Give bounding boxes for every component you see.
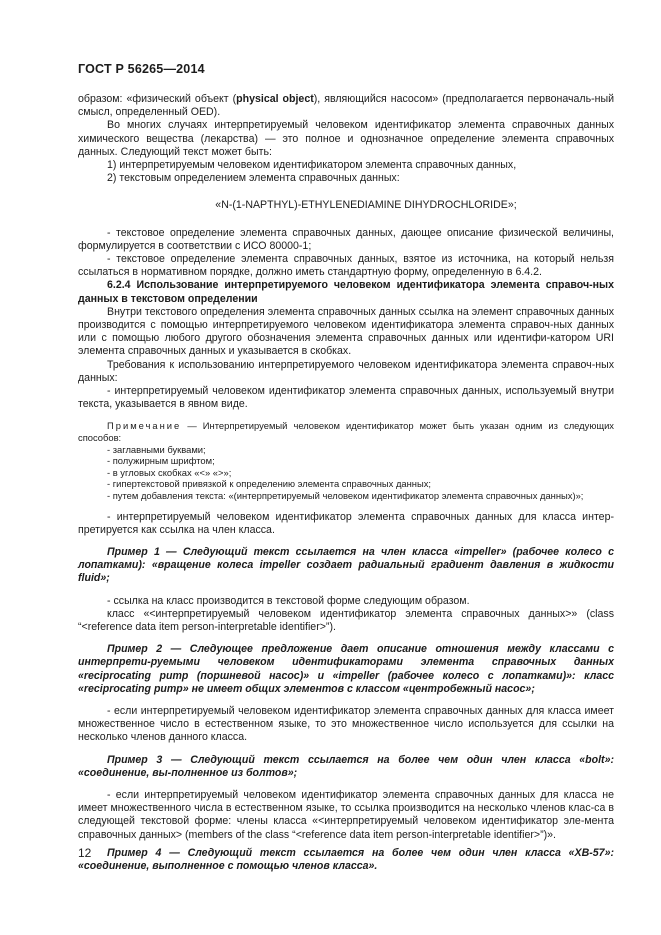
dash-item: - текстовое определение элемента справочных данных, дающее описание физической величины, формулируется в соответствии с ИСО 80000-1;: [78, 226, 614, 252]
chemical-name: «N-(1-NAPTHYL)-ETHYLENEDIAMINE DIHYDROCHLORIDE»;: [215, 199, 517, 212]
spacer: [78, 411, 614, 420]
spacer: [78, 696, 614, 705]
dash-item: - если интерпретируемый человеком идентификатор элемента справочных данных для класса не имеет множественного числа в естественном языке, то ссылка производится на несколько членов клас-са в следующей текстовой форме: члены класса «<интерпретируемый человеком идентификатор эле-мента справочных данных> (members of the class “<reference data item person-interpretable identifier>”)».: [78, 789, 614, 841]
note-item: - в угловых скобках «<» «>»;: [107, 466, 232, 478]
paragraph-continuation: [78, 93, 614, 119]
spacer: [78, 537, 614, 546]
dash-item: - если интерпретируемый человеком идентификатор элемента справочных данных для класса имеет множественное число в естественном языке, то это множественное число используется для ссылки на несколько членов данного класса.: [78, 705, 614, 744]
bold-term: physical object: [236, 93, 314, 105]
spacer: [78, 502, 614, 511]
example-4: Пример 4 — Следующий текст ссылается на более чем один член класса «XB-57»: «соединение, выполненное с помощью членов класса».: [78, 846, 614, 873]
text-fragment: образом: «физический объект (: [78, 93, 237, 105]
text-fragment: ), являющийся насосом» (предполагается первоначаль-ный смысл, определенный OED).: [78, 93, 614, 119]
paragraph: Во многих случаях интерпретируемый человеком идентификатор элемента справочных данных химического вещества (лекарства) — это полное и однозначное определение элемента справочных данных. Следующий текст может быть:: [78, 119, 614, 158]
spacer: [78, 745, 614, 754]
spacer: [78, 780, 614, 789]
dash-item: - ссылка на класс производится в текстовой форме следующим образом.: [107, 594, 470, 607]
example-2: Пример 2 — Следующее предложение дает описание отношения между классами с интерпрети-руемыми человеком идентификаторами элемента справочных данных «reciprocating pump (поршневой насос)» и «impeller (рабочее колесо с лопатками)»: класс «reciprocating pump» не имеет общих элементов с классом «центробежный насос»;: [78, 643, 614, 695]
paragraph: класс «<интерпретируемый человеком идентификатор элемента справочных данных>» (class “<reference data item person-interpretable identifier>”).: [78, 607, 614, 634]
note-item: - заглавными буквами;: [107, 443, 206, 455]
note-item: - гипертекстовой привязкой к определению элемента справочных данных;: [107, 478, 432, 490]
dash-item: - текстовое определение элемента справочных данных, взятое из источника, на который нельзя ссылаться в нормативном порядке, должно иметь стандартную форму, определенную в 6.4.2.: [78, 253, 614, 279]
dash-item: - интерпретируемый человеком идентификатор элемента справочных данных, используемый внутри текста, указывается в явном виде.: [78, 385, 614, 411]
spacer: [78, 586, 614, 595]
note-intro: [78, 420, 614, 443]
paragraph: Требования к использованию интерпретируемого человеком идентификатора элемента справоч-ных данных:: [78, 358, 614, 384]
note-item: - полужирным шрифтом;: [107, 455, 215, 467]
note-label: Примечание: [107, 420, 182, 432]
paragraph: Внутри текстового определения элемента справочных данных ссылка на элемент справочных данных производится с помощью интерпретируемого человеком идентификатора элемента справоч-ных данных или с помощью любого другого обозначения элемента справочных данных или идентифи-катором URI элемента справочных данных и указывается в скобках.: [78, 305, 614, 358]
note-block: [78, 420, 614, 501]
example-3: Пример 3 — Следующий текст ссылается на более чем один член класса «bolt»: «соединение, вы-полненное из болтов»;: [78, 753, 614, 779]
numbered-item: 1) интерпретируемым человеком идентификатором элемента справочных данных,: [107, 159, 517, 172]
numbered-item: 2) текстовым определением элемента справочных данных:: [107, 172, 400, 185]
section-heading: 6.2.4 Использование интерпретируемого человеком идентификатора элемента справоч-ных данных в текстовом определении: [78, 279, 614, 305]
page-body: [78, 93, 614, 873]
page-number: 12: [78, 846, 92, 860]
document-header: ГОСТ Р 56265—2014: [78, 62, 205, 76]
note-item: - путем добавления текста: «(интерпретируемый человеком идентификатор элемента справочных данных)»;: [107, 490, 584, 502]
spacer: [78, 634, 614, 643]
note-text: — Интерпретируемый человеком идентификатор может быть указан одним из следующих способов:: [78, 420, 614, 444]
example-1: Пример 1 — Следующий текст ссылается на член класса «impeller» (рабочее колесо с лопатками): «вращение колеса impeller создает радиальный градиент давления в жидкости fluid»;: [78, 546, 614, 585]
dash-item: - интерпретируемый человеком идентификатор элемента справочных данных для класса интер-претируется как ссылка на член класса.: [78, 510, 614, 536]
